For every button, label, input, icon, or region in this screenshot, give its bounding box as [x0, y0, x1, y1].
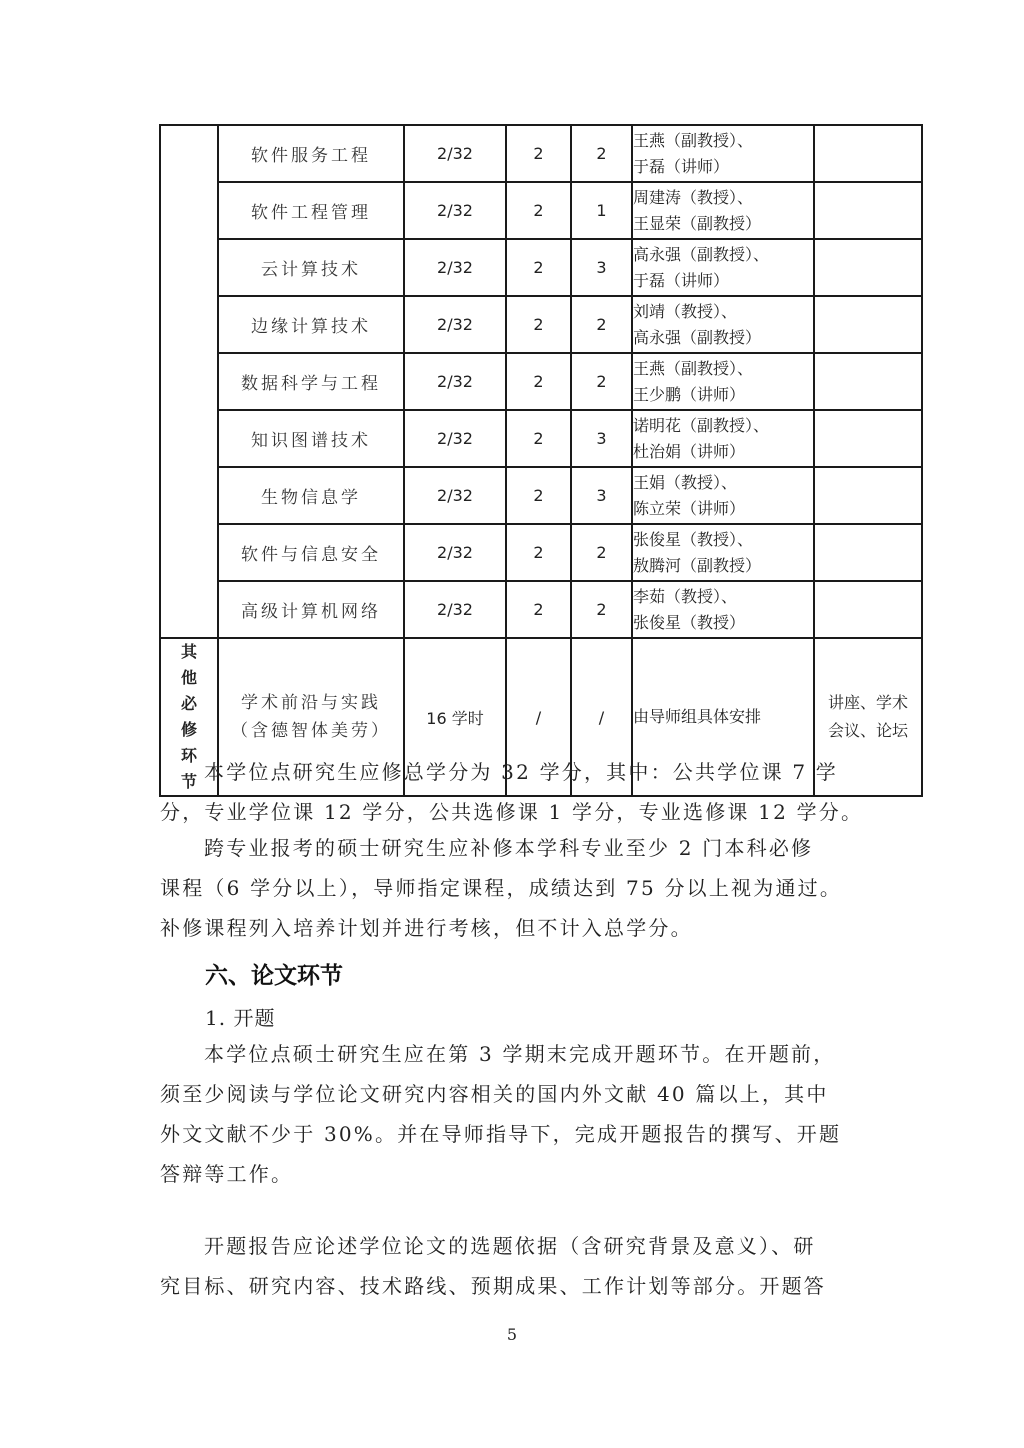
course-name-cell	[218, 581, 404, 638]
teacher-line: 敖腾河（副教授）	[633, 555, 762, 575]
course-semester: 2	[596, 543, 607, 562]
course-semester: /	[598, 707, 605, 727]
credits-cell	[506, 182, 571, 239]
course-credits: 2	[533, 486, 544, 505]
course-name: 生物信息学	[261, 488, 361, 508]
course-semester: 3	[596, 258, 607, 277]
teachers-cell	[632, 182, 814, 239]
course-credits: 2	[533, 315, 544, 334]
semester-cell	[571, 182, 632, 239]
course-hours: 2/32	[437, 201, 473, 220]
course-hours: 2/32	[437, 600, 473, 619]
teacher-line: 张俊星（教授）	[633, 612, 746, 632]
paragraph-line: 补修课程列入培养计划并进行考核，但不计入总学分。	[160, 916, 693, 940]
course-credits: /	[535, 707, 542, 727]
note-cell	[814, 239, 922, 296]
course-hours: 16 学时	[426, 708, 484, 728]
teachers-cell	[632, 581, 814, 638]
paragraph-line: 本学位点硕士研究生应在第 3 学期末完成开题环节。在开题前，	[204, 1042, 836, 1066]
course-name: 数据科学与工程	[241, 374, 381, 394]
course-credits: 2	[533, 372, 544, 391]
teacher-line: 周建涛（教授）、	[633, 187, 754, 207]
section-heading: 六、论文环节	[205, 963, 343, 989]
course-name-cell	[218, 467, 404, 524]
course-table	[159, 124, 923, 797]
course-credits: 2	[533, 258, 544, 277]
course-name-cell	[218, 125, 404, 182]
teacher-line: 高永强（副教授）	[633, 327, 762, 347]
course-hours: 2/32	[437, 144, 473, 163]
paragraph-line: 答辩等工作。	[160, 1162, 294, 1186]
course-name: 边缘计算技术	[251, 317, 371, 337]
course-semester: 3	[596, 429, 607, 448]
cross-major-paragraph	[160, 828, 872, 948]
teachers-cell	[632, 467, 814, 524]
note-cell	[814, 581, 922, 638]
teacher-line: 于磊（讲师）	[633, 156, 730, 176]
teacher-line: 诺明花（副教授）、	[633, 415, 770, 435]
paragraph-line: 究目标、研究内容、技术路线、预期成果、工作计划等部分。开题答	[160, 1274, 826, 1298]
teachers-cell	[632, 125, 814, 182]
teacher-line: 李茹（教授）、	[633, 586, 738, 606]
paragraph-line: 开题报告应论述学位论文的选题依据（含研究背景及意义）、研	[204, 1234, 816, 1258]
hours-cell	[404, 296, 506, 353]
note-cell	[814, 353, 922, 410]
hours-cell	[404, 467, 506, 524]
course-semester: 1	[596, 201, 607, 220]
note-line: 会议、论坛	[827, 721, 908, 740]
teacher-line: 王娟（教授）、	[633, 472, 738, 492]
course-semester: 2	[596, 315, 607, 334]
proposal-paragraph	[160, 1034, 872, 1194]
course-credits: 2	[533, 543, 544, 562]
table-row	[160, 296, 922, 353]
note-cell	[814, 296, 922, 353]
teacher-line: 张俊星（教授）、	[633, 529, 754, 549]
course-credits: 2	[533, 429, 544, 448]
credits-cell	[506, 581, 571, 638]
table-row	[160, 182, 922, 239]
proposal-content-paragraph	[160, 1226, 872, 1306]
paragraph-line: 本学位点研究生应修总学分为 32 学分，其中：公共学位课 7 学	[204, 760, 839, 784]
course-credits: 2	[533, 201, 544, 220]
category-cell	[160, 125, 218, 638]
table-row	[160, 467, 922, 524]
table-row	[160, 353, 922, 410]
course-name-line: （含德智体美劳）	[231, 721, 391, 741]
note-line: 讲座、学术	[827, 693, 908, 712]
teachers-cell	[632, 239, 814, 296]
course-hours: 2/32	[437, 315, 473, 334]
course-name: 软件服务工程	[251, 146, 371, 166]
table-row	[160, 524, 922, 581]
hours-cell	[404, 524, 506, 581]
paragraph-line: 须至少阅读与学位论文研究内容相关的国内外文献 40 篇以上，其中	[160, 1082, 829, 1106]
hours-cell	[404, 182, 506, 239]
teacher-line: 王燕（副教授）、	[633, 358, 754, 378]
course-name-cell	[218, 239, 404, 296]
course-name-line: 学术前沿与实践	[241, 693, 381, 713]
semester-cell	[571, 410, 632, 467]
total-credits-paragraph	[160, 752, 872, 832]
semester-cell	[571, 467, 632, 524]
semester-cell	[571, 125, 632, 182]
semester-cell	[571, 353, 632, 410]
course-hours: 2/32	[437, 543, 473, 562]
course-name-cell	[218, 410, 404, 467]
paragraph-line: 课程（6 学分以上），导师指定课程，成绩达到 75 分以上视为通过。	[160, 876, 843, 900]
semester-cell	[571, 524, 632, 581]
teacher-line: 陈立荣（讲师）	[633, 498, 746, 518]
course-name: 软件工程管理	[251, 203, 371, 223]
course-hours: 2/32	[437, 429, 473, 448]
course-semester: 3	[596, 486, 607, 505]
note-cell	[814, 467, 922, 524]
teacher-line: 王燕（副教授）、	[633, 130, 754, 150]
semester-cell	[571, 239, 632, 296]
teacher-line: 于磊（讲师）	[633, 270, 730, 290]
category-label: 其他必修环节	[180, 642, 197, 791]
course-name-cell	[218, 182, 404, 239]
hours-cell	[404, 581, 506, 638]
course-name: 软件与信息安全	[241, 545, 381, 565]
subsection-heading: 1. 开题	[205, 1006, 276, 1030]
teachers-cell	[632, 296, 814, 353]
course-name: 知识图谱技术	[251, 431, 371, 451]
semester-cell	[571, 296, 632, 353]
credits-cell	[506, 524, 571, 581]
credits-cell	[506, 296, 571, 353]
note-cell	[814, 182, 922, 239]
note-cell	[814, 410, 922, 467]
credits-cell	[506, 239, 571, 296]
teacher-line: 刘靖（教授）、	[633, 301, 738, 321]
note-cell	[814, 524, 922, 581]
course-hours: 2/32	[437, 258, 473, 277]
paragraph-line: 分，专业学位课 12 学分，公共选修课 1 学分，专业选修课 12 学分。	[160, 800, 864, 824]
credits-cell	[506, 410, 571, 467]
hours-cell	[404, 239, 506, 296]
table-row	[160, 239, 922, 296]
hours-cell	[404, 410, 506, 467]
course-semester: 2	[596, 144, 607, 163]
teachers-cell	[632, 524, 814, 581]
teacher-line: 高永强（副教授）、	[633, 244, 770, 264]
paragraph-line: 跨专业报考的硕士研究生应补修本学科专业至少 2 门本科必修	[204, 836, 814, 860]
table-row	[160, 410, 922, 467]
credits-cell	[506, 467, 571, 524]
course-name: 高级计算机网络	[241, 602, 381, 622]
teacher-line: 杜治娟（讲师）	[633, 441, 746, 461]
credits-cell	[506, 125, 571, 182]
table-row	[160, 125, 922, 182]
teachers-cell	[632, 410, 814, 467]
course-name: 云计算技术	[261, 260, 361, 280]
course-credits: 2	[533, 600, 544, 619]
semester-cell	[571, 581, 632, 638]
teacher-arrangement: 由导师组具体安排	[633, 707, 762, 726]
hours-cell	[404, 125, 506, 182]
page-number: 5	[506, 1325, 518, 1344]
course-semester: 2	[596, 600, 607, 619]
course-name-cell	[218, 353, 404, 410]
course-name-cell	[218, 524, 404, 581]
teacher-line: 王少鹏（讲师）	[633, 384, 746, 404]
course-hours: 2/32	[437, 372, 473, 391]
course-semester: 2	[596, 372, 607, 391]
paragraph-line: 外文文献不少于 30%。并在导师指导下，完成开题报告的撰写、开题	[160, 1122, 842, 1146]
course-name-cell	[218, 296, 404, 353]
note-cell	[814, 125, 922, 182]
hours-cell	[404, 353, 506, 410]
course-table-body	[160, 125, 922, 796]
table-row	[160, 581, 922, 638]
course-credits: 2	[533, 144, 544, 163]
course-hours: 2/32	[437, 486, 473, 505]
teacher-line: 王显荣（副教授）	[633, 213, 762, 233]
teachers-cell	[632, 353, 814, 410]
credits-cell	[506, 353, 571, 410]
